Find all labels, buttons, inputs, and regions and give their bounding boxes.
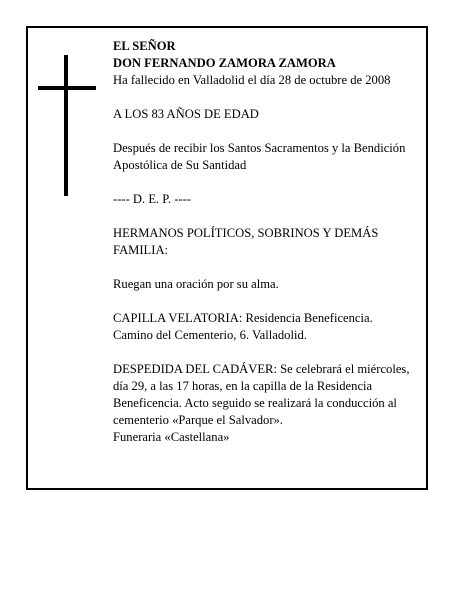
- obituary-title: EL SEÑOR: [113, 39, 176, 53]
- funeral-home: Funeraria «Castellana»: [113, 430, 230, 444]
- latin-cross-icon: [64, 55, 68, 196]
- chapel-info: CAPILLA VELATORIA: Residencia Beneficencia. Camino del Cementerio, 6. Valladolid.: [113, 311, 373, 342]
- death-date-line: Ha fallecido en Valladolid el día 28 de octubre de 2008: [113, 73, 391, 87]
- sacraments-paragraph: Después de recibir los Santos Sacramentos y la Bendición Apostólica de Su Santidad: [113, 141, 406, 172]
- farewell-info: DESPEDIDA DEL CADÁVER: Se celebrará el miércoles, día 29, a las 17 horas, en la capilla de la Residencia Beneficencia. Acto seguido se realizará la conducción al cementerio «Parque el Salvador».: [113, 362, 410, 427]
- prayer-request: Ruegan una oración por su alma.: [113, 277, 279, 291]
- latin-cross-icon-bar: [38, 86, 96, 90]
- rip-line: ---- D. E. P. ----: [113, 192, 191, 206]
- age-line: A LOS 83 AÑOS DE EDAD: [113, 107, 259, 121]
- family-heading: HERMANOS POLÍTICOS, SOBRINOS Y DEMÁS FAMILIA:: [113, 226, 379, 257]
- deceased-name: DON FERNANDO ZAMORA ZAMORA: [113, 56, 336, 70]
- obituary-text: [113, 38, 411, 446]
